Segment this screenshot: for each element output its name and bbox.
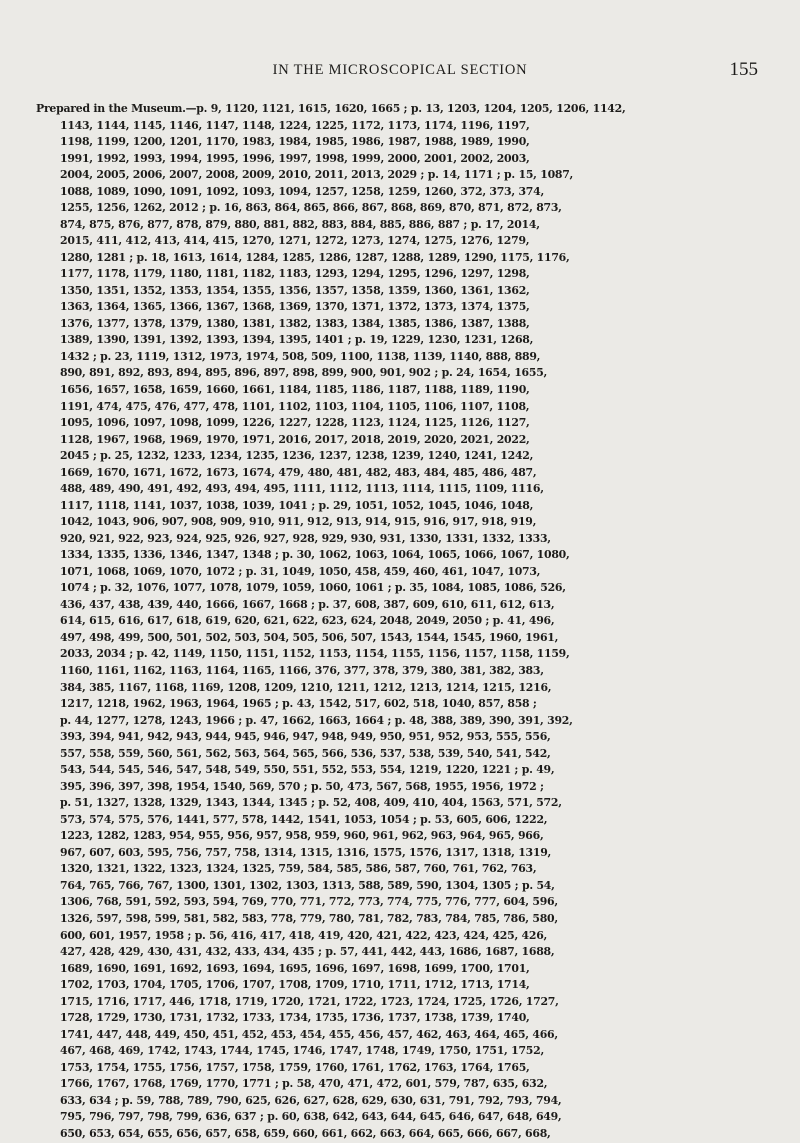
- paragraph-line: 600, 601, 1957, 1958 ; p. 56, 416, 417, 418, 419, 420, 421, 422, 423, 424, 425, 426,: [60, 928, 548, 942]
- page-number: 155: [729, 59, 758, 80]
- paragraph-line: 890, 891, 892, 893, 894, 895, 896, 897, 898, 899, 900, 901, 902 ; p. 24, 1654, 1655,: [60, 366, 548, 380]
- paragraph-line: 1177, 1178, 1179, 1180, 1181, 1182, 1183, 1293, 1294, 1295, 1296, 1297, 1298,: [60, 267, 530, 281]
- paragraph-line: 1191, 474, 475, 476, 477, 478, 1101, 1102, 1103, 1104, 1105, 1106, 1107, 1108,: [60, 399, 530, 413]
- paragraph-line: 557, 558, 559, 560, 561, 562, 563, 564, 565, 566, 536, 537, 538, 539, 540, 541, 542,: [60, 746, 551, 760]
- paragraph-line: 1656, 1657, 1658, 1659, 1660, 1661, 1184, 1185, 1186, 1187, 1188, 1189, 1190,: [60, 383, 530, 396]
- paragraph-line: 1042, 1043, 906, 907, 908, 909, 910, 911, 912, 913, 914, 915, 916, 917, 918, 919,: [60, 515, 537, 529]
- paragraph-line: 1689, 1690, 1691, 1692, 1693, 1694, 1695, 1696, 1697, 1698, 1699, 1700, 1701,: [60, 961, 530, 975]
- paragraph-line: 1363, 1364, 1365, 1366, 1367, 1368, 1369, 1370, 1371, 1372, 1373, 1374, 1375,: [60, 300, 530, 314]
- paragraph-line: 1669, 1670, 1671, 1672, 1673, 1674, 479, 480, 481, 482, 483, 484, 485, 486, 487,: [60, 465, 537, 479]
- paragraph-line: 1143, 1144, 1145, 1146, 1147, 1148, 1224, 1225, 1172, 1173, 1174, 1196, 1197,: [60, 118, 530, 132]
- paragraph-line: 1095, 1096, 1097, 1098, 1099, 1226, 1227, 1228, 1123, 1124, 1125, 1126, 1127,: [60, 416, 530, 430]
- paragraph-line: 395, 396, 397, 398, 1954, 1540, 569, 570 ; p. 50, 473, 567, 568, 1955, 1956, 1972 ;: [60, 779, 544, 793]
- paragraph-line: 1071, 1068, 1069, 1070, 1072 ; p. 31, 1049, 1050, 458, 459, 460, 461, 1047, 1073,: [60, 564, 541, 578]
- paragraph-line: 467, 468, 469, 1742, 1743, 1744, 1745, 1746, 1747, 1748, 1749, 1750, 1751, 1752,: [60, 1044, 544, 1058]
- paragraph-line: 1280, 1281 ; p. 18, 1613, 1614, 1284, 1285, 1286, 1287, 1288, 1289, 1290, 1175, 1176,: [60, 250, 570, 264]
- paragraph-line: 1074 ; p. 32, 1076, 1077, 1078, 1079, 1059, 1060, 1061 ; p. 35, 1084, 1085, 1086, 526,: [60, 581, 566, 595]
- paragraph-line: p. 44, 1277, 1278, 1243, 1966 ; p. 47, 1662, 1663, 1664 ; p. 48, 388, 389, 390, 391, 392,: [60, 713, 573, 727]
- paragraph-line: 497, 498, 499, 500, 501, 502, 503, 504, 505, 506, 507, 1543, 1544, 1545, 1960, 1961,: [60, 630, 559, 644]
- paragraph-line: 1320, 1321, 1322, 1323, 1324, 1325, 759, 584, 585, 586, 587, 760, 761, 762, 763,: [60, 862, 537, 876]
- paragraph-line: 436, 437, 438, 439, 440, 1666, 1667, 1668 ; p. 37, 608, 387, 609, 610, 611, 612, 613,: [60, 597, 555, 611]
- paragraph-line: 488, 489, 490, 491, 492, 493, 494, 495, 1111, 1112, 1113, 1114, 1115, 1109, 1116,: [60, 482, 544, 496]
- paragraph-first-line: Prepared in the Museum.—p. 9, 1120, 1121, 1615, 1620, 1665 ; p. 13, 1203, 1204, 1205, 1206, 1142,: [36, 102, 626, 115]
- paragraph-line: 1217, 1218, 1962, 1963, 1964, 1965 ; p. 43, 1542, 517, 602, 518, 1040, 857, 858 ;: [60, 697, 537, 711]
- paragraph-line: 1728, 1729, 1730, 1731, 1732, 1733, 1734, 1735, 1736, 1737, 1738, 1739, 1740,: [60, 1011, 530, 1025]
- paragraph-line: 1376, 1377, 1378, 1379, 1380, 1381, 1382, 1383, 1384, 1385, 1386, 1387, 1388,: [60, 316, 530, 330]
- paragraph-line: 2045 ; p. 25, 1232, 1233, 1234, 1235, 1236, 1237, 1238, 1239, 1240, 1241, 1242,: [60, 449, 534, 463]
- paragraph-line: 614, 615, 616, 617, 618, 619, 620, 621, 622, 623, 624, 2048, 2049, 2050 ; p. 41, 496,: [60, 614, 555, 628]
- paragraph-line: 1350, 1351, 1352, 1353, 1354, 1355, 1356, 1357, 1358, 1359, 1360, 1361, 1362,: [60, 283, 530, 297]
- paragraph-line: 650, 653, 654, 655, 656, 657, 658, 659, 660, 661, 662, 663, 664, 665, 666, 667, 668,: [60, 1126, 551, 1140]
- paragraph-line: 1702, 1703, 1704, 1705, 1706, 1707, 1708, 1709, 1710, 1711, 1712, 1713, 1714,: [60, 978, 530, 992]
- paragraph-line: 384, 385, 1167, 1168, 1169, 1208, 1209, 1210, 1211, 1212, 1213, 1214, 1215, 1216,: [60, 680, 552, 694]
- paragraph-line: 1389, 1390, 1391, 1392, 1393, 1394, 1395, 1401 ; p. 19, 1229, 1230, 1231, 1268,: [60, 333, 534, 347]
- paragraph-line: 543, 544, 545, 546, 547, 548, 549, 550, 551, 552, 553, 554, 1219, 1220, 1221 ; p. 49,: [60, 763, 555, 777]
- paragraph-line: 1088, 1089, 1090, 1091, 1092, 1093, 1094, 1257, 1258, 1259, 1260, 372, 373, 374,: [60, 184, 544, 198]
- paragraph-line: 2015, 411, 412, 413, 414, 415, 1270, 1271, 1272, 1273, 1274, 1275, 1276, 1279,: [60, 234, 530, 248]
- paragraph-line: 427, 428, 429, 430, 431, 432, 433, 434, 435 ; p. 57, 441, 442, 443, 1686, 1687, 1688,: [60, 945, 555, 959]
- paragraph-line: 1223, 1282, 1283, 954, 955, 956, 957, 958, 959, 960, 961, 962, 963, 964, 965, 966,: [60, 829, 544, 843]
- running-title: IN THE MICROSCOPICAL SECTION: [272, 62, 528, 78]
- paragraph-line: 1306, 768, 591, 592, 593, 594, 769, 770, 771, 772, 773, 774, 775, 776, 777, 604, 596,: [60, 895, 558, 909]
- paragraph-line: p. 51, 1327, 1328, 1329, 1343, 1344, 1345 ; p. 52, 408, 409, 410, 404, 1563, 571, 572,: [60, 796, 562, 810]
- paragraph-line: 1432 ; p. 23, 1119, 1312, 1973, 1974, 508, 509, 1100, 1138, 1139, 1140, 888, 889,: [60, 349, 541, 363]
- running-head: [40, 59, 760, 86]
- paragraph-line: 1766, 1767, 1768, 1769, 1770, 1771 ; p. 58, 470, 471, 472, 601, 579, 787, 635, 632,: [60, 1077, 548, 1091]
- paragraph-line: 1128, 1967, 1968, 1969, 1970, 1971, 2016, 2017, 2018, 2019, 2020, 2021, 2022,: [60, 432, 530, 446]
- paragraph-line: 764, 765, 766, 767, 1300, 1301, 1302, 1303, 1313, 588, 589, 590, 1304, 1305 ; p. 54,: [60, 878, 555, 892]
- paragraph-line: 874, 875, 876, 877, 878, 879, 880, 881, 882, 883, 884, 885, 886, 887 ; p. 17, 2014,: [60, 217, 540, 231]
- paragraph-line: 1753, 1754, 1755, 1756, 1757, 1758, 1759, 1760, 1761, 1762, 1763, 1764, 1765,: [60, 1060, 530, 1074]
- paragraph-line: 1715, 1716, 1717, 446, 1718, 1719, 1720, 1721, 1722, 1723, 1724, 1725, 1726, 1727,: [60, 994, 559, 1008]
- paragraph-line: 920, 921, 922, 923, 924, 925, 926, 927, 928, 929, 930, 931, 1330, 1331, 1332, 1333,: [60, 531, 551, 545]
- paragraph-line: 967, 607, 603, 595, 756, 757, 758, 1314, 1315, 1316, 1575, 1576, 1317, 1318, 1319,: [60, 845, 552, 859]
- paragraph-line: 2004, 2005, 2006, 2007, 2008, 2009, 2010, 2011, 2013, 2029 ; p. 14, 1171 ; p. 15, 1087,: [60, 168, 574, 182]
- paragraph-line: 633, 634 ; p. 59, 788, 789, 790, 625, 626, 627, 628, 629, 630, 631, 791, 792, 793, 794,: [60, 1093, 562, 1107]
- paragraph-line: 795, 796, 797, 798, 799, 636, 637 ; p. 60, 638, 642, 643, 644, 645, 646, 647, 648, 649,: [60, 1110, 562, 1124]
- paragraph-line: 1255, 1256, 1262, 2012 ; p. 16, 863, 864, 865, 866, 867, 868, 869, 870, 871, 872, 873,: [60, 201, 562, 215]
- paragraph-line: 1117, 1118, 1141, 1037, 1038, 1039, 1041 ; p. 29, 1051, 1052, 1045, 1046, 1048,: [60, 498, 534, 512]
- paragraph-line: 1326, 597, 598, 599, 581, 582, 583, 778, 779, 780, 781, 782, 783, 784, 785, 786, 580,: [60, 911, 558, 925]
- paragraph-line: 1991, 1992, 1993, 1994, 1995, 1996, 1997, 1998, 1999, 2000, 2001, 2002, 2003,: [60, 151, 530, 165]
- paragraph-line: 573, 574, 575, 576, 1441, 577, 578, 1442, 1541, 1053, 1054 ; p. 53, 605, 606, 1222,: [60, 812, 548, 826]
- paragraph-line: 393, 394, 941, 942, 943, 944, 945, 946, 947, 948, 949, 950, 951, 952, 953, 555, 556,: [60, 730, 551, 744]
- paragraph-line: 1198, 1199, 1200, 1201, 1170, 1983, 1984, 1985, 1986, 1987, 1988, 1989, 1990,: [60, 135, 530, 149]
- paragraph-line: 1160, 1161, 1162, 1163, 1164, 1165, 1166, 376, 377, 378, 379, 380, 381, 382, 383,: [60, 664, 544, 678]
- paragraph-line: 2033, 2034 ; p. 42, 1149, 1150, 1151, 1152, 1153, 1154, 1155, 1156, 1157, 1158, 1159,: [60, 647, 570, 661]
- paragraph-line: 1334, 1335, 1336, 1346, 1347, 1348 ; p. 30, 1062, 1063, 1064, 1065, 1066, 1067, 1080,: [60, 548, 570, 562]
- paragraph-line: 1741, 447, 448, 449, 450, 451, 452, 453, 454, 455, 456, 457, 462, 463, 464, 465, 466,: [60, 1027, 558, 1041]
